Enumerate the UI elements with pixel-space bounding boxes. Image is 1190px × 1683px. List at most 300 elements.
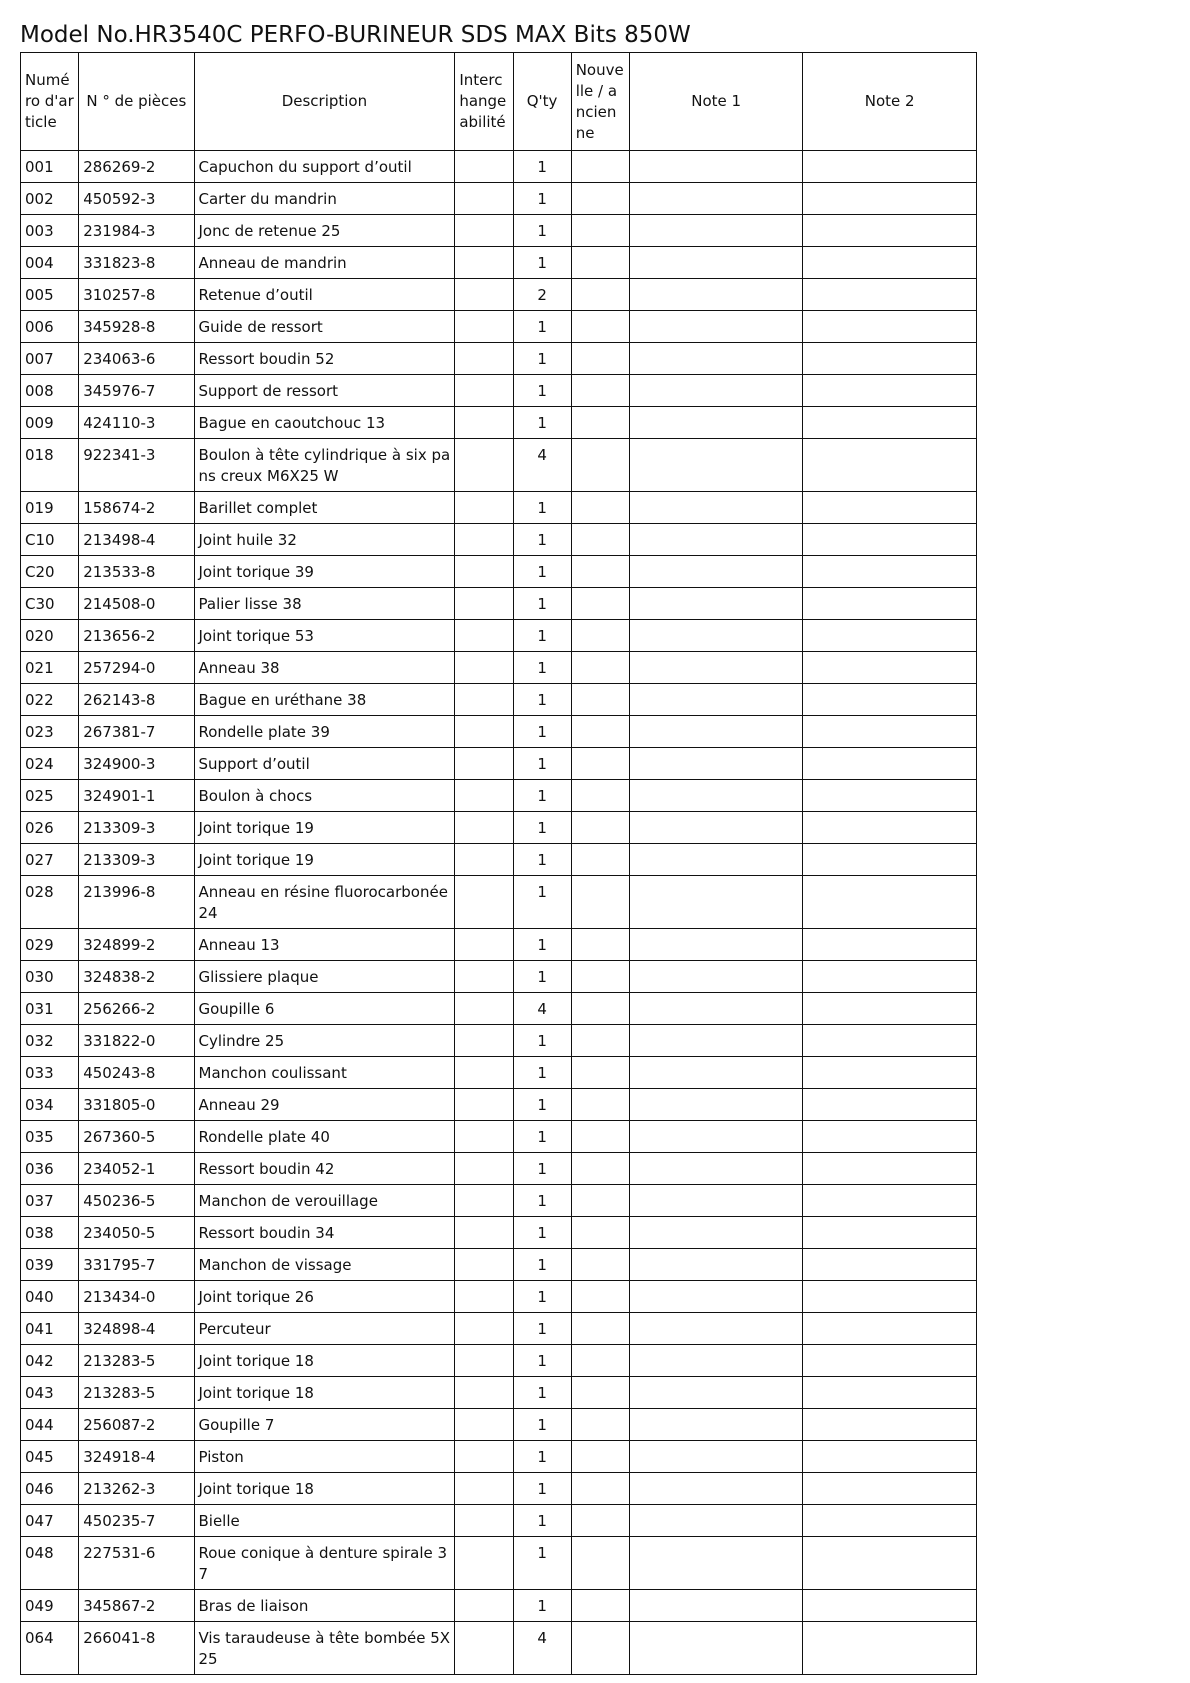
cell-quantity: 4 [513, 993, 571, 1025]
cell-note-1 [629, 1185, 803, 1217]
cell-note-1 [629, 876, 803, 929]
cell-description: Palier lisse 38 [194, 588, 455, 620]
cell-part-number: 214508-0 [79, 588, 194, 620]
cell-note-2 [803, 716, 977, 748]
cell-interchangeability [455, 748, 513, 780]
cell-note-2 [803, 492, 977, 524]
cell-part-number: 213262-3 [79, 1473, 194, 1505]
table-row [21, 684, 977, 716]
table-row [21, 343, 977, 375]
cell-interchangeability [455, 311, 513, 343]
cell-note-2 [803, 652, 977, 684]
table-row [21, 1345, 977, 1377]
cell-quantity: 2 [513, 279, 571, 311]
cell-quantity: 1 [513, 1345, 571, 1377]
cell-new-old [571, 1313, 629, 1345]
cell-item-number: 001 [21, 151, 79, 183]
header-item-number: Numéro d'article [21, 53, 79, 151]
cell-interchangeability [455, 780, 513, 812]
cell-quantity: 1 [513, 620, 571, 652]
cell-note-2 [803, 929, 977, 961]
table-row [21, 844, 977, 876]
cell-quantity: 1 [513, 1281, 571, 1313]
cell-interchangeability [455, 652, 513, 684]
cell-part-number: 158674-2 [79, 492, 194, 524]
cell-part-number: 331823-8 [79, 247, 194, 279]
cell-new-old [571, 844, 629, 876]
cell-part-number: 234050-5 [79, 1217, 194, 1249]
cell-description: Joint torique 39 [194, 556, 455, 588]
cell-part-number: 450592-3 [79, 183, 194, 215]
cell-note-2 [803, 620, 977, 652]
cell-interchangeability [455, 151, 513, 183]
cell-note-1 [629, 1377, 803, 1409]
cell-note-2 [803, 1281, 977, 1313]
header-note-1: Note 1 [629, 53, 803, 151]
cell-note-2 [803, 1121, 977, 1153]
cell-new-old [571, 1622, 629, 1675]
cell-description: Bielle [194, 1505, 455, 1537]
cell-interchangeability [455, 1281, 513, 1313]
cell-note-2 [803, 1249, 977, 1281]
cell-quantity: 1 [513, 1377, 571, 1409]
cell-interchangeability [455, 375, 513, 407]
cell-note-1 [629, 1281, 803, 1313]
cell-interchangeability [455, 588, 513, 620]
cell-note-1 [629, 620, 803, 652]
cell-part-number: 227531-6 [79, 1537, 194, 1590]
cell-note-1 [629, 1121, 803, 1153]
cell-item-number: 020 [21, 620, 79, 652]
cell-part-number: 324899-2 [79, 929, 194, 961]
cell-note-1 [629, 1473, 803, 1505]
cell-part-number: 345976-7 [79, 375, 194, 407]
cell-quantity: 1 [513, 215, 571, 247]
cell-interchangeability [455, 961, 513, 993]
cell-description: Carter du mandrin [194, 183, 455, 215]
cell-new-old [571, 279, 629, 311]
cell-note-1 [629, 524, 803, 556]
cell-new-old [571, 375, 629, 407]
cell-description: Glissiere plaque [194, 961, 455, 993]
cell-interchangeability [455, 1441, 513, 1473]
cell-description: Retenue d’outil [194, 279, 455, 311]
cell-item-number: C30 [21, 588, 79, 620]
table-row [21, 1590, 977, 1622]
table-row [21, 247, 977, 279]
header-description: Description [194, 53, 455, 151]
cell-new-old [571, 1089, 629, 1121]
cell-new-old [571, 1377, 629, 1409]
cell-part-number: 310257-8 [79, 279, 194, 311]
cell-note-2 [803, 844, 977, 876]
cell-interchangeability [455, 1185, 513, 1217]
cell-note-2 [803, 961, 977, 993]
cell-note-1 [629, 1057, 803, 1089]
cell-note-1 [629, 588, 803, 620]
cell-quantity: 1 [513, 1249, 571, 1281]
cell-item-number: C10 [21, 524, 79, 556]
cell-note-1 [629, 1409, 803, 1441]
cell-item-number: C20 [21, 556, 79, 588]
cell-new-old [571, 1345, 629, 1377]
cell-quantity: 1 [513, 652, 571, 684]
cell-note-1 [629, 652, 803, 684]
cell-interchangeability [455, 716, 513, 748]
cell-quantity: 1 [513, 1121, 571, 1153]
cell-note-2 [803, 215, 977, 247]
cell-description: Anneau 38 [194, 652, 455, 684]
cell-new-old [571, 961, 629, 993]
cell-description: Anneau de mandrin [194, 247, 455, 279]
cell-note-2 [803, 407, 977, 439]
cell-quantity: 1 [513, 1057, 571, 1089]
cell-new-old [571, 439, 629, 492]
table-row [21, 652, 977, 684]
cell-description: Joint torique 19 [194, 844, 455, 876]
cell-note-1 [629, 1153, 803, 1185]
cell-interchangeability [455, 620, 513, 652]
cell-new-old [571, 748, 629, 780]
cell-new-old [571, 1537, 629, 1590]
cell-interchangeability [455, 1057, 513, 1089]
cell-quantity: 1 [513, 375, 571, 407]
cell-interchangeability [455, 1377, 513, 1409]
cell-interchangeability [455, 1153, 513, 1185]
table-row [21, 439, 977, 492]
cell-item-number: 022 [21, 684, 79, 716]
cell-interchangeability [455, 247, 513, 279]
cell-new-old [571, 1505, 629, 1537]
table-row [21, 524, 977, 556]
table-row [21, 183, 977, 215]
cell-quantity: 1 [513, 876, 571, 929]
cell-new-old [571, 1025, 629, 1057]
table-row [21, 1057, 977, 1089]
cell-item-number: 038 [21, 1217, 79, 1249]
cell-note-2 [803, 812, 977, 844]
cell-quantity: 1 [513, 812, 571, 844]
cell-new-old [571, 780, 629, 812]
cell-note-2 [803, 1505, 977, 1537]
cell-item-number: 033 [21, 1057, 79, 1089]
cell-description: Joint torique 18 [194, 1473, 455, 1505]
cell-description: Capuchon du support d’outil [194, 151, 455, 183]
cell-interchangeability [455, 844, 513, 876]
cell-item-number: 025 [21, 780, 79, 812]
table-row [21, 492, 977, 524]
cell-new-old [571, 1281, 629, 1313]
cell-item-number: 023 [21, 716, 79, 748]
cell-item-number: 029 [21, 929, 79, 961]
cell-interchangeability [455, 407, 513, 439]
cell-description: Jonc de retenue 25 [194, 215, 455, 247]
cell-part-number: 213283-5 [79, 1377, 194, 1409]
cell-description: Joint torique 18 [194, 1377, 455, 1409]
cell-quantity: 1 [513, 1441, 571, 1473]
cell-note-2 [803, 1057, 977, 1089]
cell-note-2 [803, 1473, 977, 1505]
cell-new-old [571, 588, 629, 620]
cell-part-number: 324901-1 [79, 780, 194, 812]
cell-new-old [571, 876, 629, 929]
cell-new-old [571, 343, 629, 375]
cell-part-number: 213498-4 [79, 524, 194, 556]
cell-new-old [571, 1153, 629, 1185]
cell-part-number: 213283-5 [79, 1345, 194, 1377]
cell-note-1 [629, 844, 803, 876]
cell-interchangeability [455, 684, 513, 716]
cell-new-old [571, 1473, 629, 1505]
table-row [21, 1409, 977, 1441]
cell-item-number: 049 [21, 1590, 79, 1622]
cell-part-number: 234063-6 [79, 343, 194, 375]
cell-part-number: 450236-5 [79, 1185, 194, 1217]
cell-note-2 [803, 1441, 977, 1473]
header-note-2: Note 2 [803, 53, 977, 151]
cell-part-number: 324838-2 [79, 961, 194, 993]
cell-note-1 [629, 993, 803, 1025]
cell-part-number: 266041-8 [79, 1622, 194, 1675]
cell-part-number: 922341-3 [79, 439, 194, 492]
cell-note-1 [629, 183, 803, 215]
table-row [21, 876, 977, 929]
cell-part-number: 234052-1 [79, 1153, 194, 1185]
cell-item-number: 035 [21, 1121, 79, 1153]
table-row [21, 1537, 977, 1590]
cell-description: Manchon de verouillage [194, 1185, 455, 1217]
cell-quantity: 1 [513, 929, 571, 961]
cell-description: Anneau 29 [194, 1089, 455, 1121]
table-row [21, 556, 977, 588]
cell-interchangeability [455, 1217, 513, 1249]
cell-note-2 [803, 588, 977, 620]
cell-new-old [571, 929, 629, 961]
cell-item-number: 032 [21, 1025, 79, 1057]
cell-part-number: 213309-3 [79, 812, 194, 844]
cell-description: Joint torique 19 [194, 812, 455, 844]
cell-item-number: 031 [21, 993, 79, 1025]
cell-part-number: 262143-8 [79, 684, 194, 716]
cell-quantity: 1 [513, 247, 571, 279]
cell-interchangeability [455, 929, 513, 961]
table-row [21, 1217, 977, 1249]
cell-quantity: 1 [513, 343, 571, 375]
cell-item-number: 048 [21, 1537, 79, 1590]
table-row [21, 1313, 977, 1345]
cell-new-old [571, 407, 629, 439]
cell-note-2 [803, 993, 977, 1025]
cell-note-2 [803, 556, 977, 588]
cell-item-number: 005 [21, 279, 79, 311]
table-row [21, 1473, 977, 1505]
header-part-number: N ° de pièces [79, 53, 194, 151]
cell-part-number: 324898-4 [79, 1313, 194, 1345]
cell-item-number: 036 [21, 1153, 79, 1185]
cell-description: Cylindre 25 [194, 1025, 455, 1057]
cell-description: Vis taraudeuse à tête bombée 5X25 [194, 1622, 455, 1675]
cell-new-old [571, 311, 629, 343]
table-row [21, 1121, 977, 1153]
cell-note-2 [803, 1377, 977, 1409]
cell-new-old [571, 1185, 629, 1217]
table-row [21, 407, 977, 439]
table-row [21, 151, 977, 183]
table-row [21, 812, 977, 844]
cell-note-2 [803, 1217, 977, 1249]
table-row [21, 1025, 977, 1057]
table-row [21, 993, 977, 1025]
table-row [21, 215, 977, 247]
cell-new-old [571, 1409, 629, 1441]
cell-quantity: 1 [513, 1089, 571, 1121]
cell-new-old [571, 620, 629, 652]
cell-part-number: 256087-2 [79, 1409, 194, 1441]
cell-quantity: 1 [513, 588, 571, 620]
cell-note-2 [803, 1590, 977, 1622]
cell-item-number: 039 [21, 1249, 79, 1281]
cell-note-1 [629, 1025, 803, 1057]
table-row [21, 279, 977, 311]
table-row [21, 1441, 977, 1473]
cell-note-2 [803, 279, 977, 311]
cell-new-old [571, 183, 629, 215]
cell-quantity: 1 [513, 1505, 571, 1537]
cell-new-old [571, 524, 629, 556]
cell-note-2 [803, 183, 977, 215]
cell-interchangeability [455, 183, 513, 215]
table-row [21, 716, 977, 748]
cell-note-2 [803, 439, 977, 492]
cell-interchangeability [455, 1537, 513, 1590]
cell-interchangeability [455, 1622, 513, 1675]
cell-note-2 [803, 684, 977, 716]
table-row [21, 375, 977, 407]
cell-description: Piston [194, 1441, 455, 1473]
cell-quantity: 1 [513, 492, 571, 524]
cell-quantity: 1 [513, 151, 571, 183]
cell-note-1 [629, 1441, 803, 1473]
cell-item-number: 030 [21, 961, 79, 993]
cell-quantity: 1 [513, 780, 571, 812]
table-row [21, 311, 977, 343]
cell-item-number: 006 [21, 311, 79, 343]
table-row [21, 1281, 977, 1313]
cell-item-number: 027 [21, 844, 79, 876]
cell-note-1 [629, 1313, 803, 1345]
cell-note-2 [803, 1153, 977, 1185]
cell-note-2 [803, 780, 977, 812]
cell-note-1 [629, 684, 803, 716]
cell-description: Barillet complet [194, 492, 455, 524]
cell-quantity: 1 [513, 1217, 571, 1249]
cell-interchangeability [455, 1590, 513, 1622]
cell-note-1 [629, 1537, 803, 1590]
cell-description: Boulon à chocs [194, 780, 455, 812]
cell-description: Anneau en résine fluorocarbonée 24 [194, 876, 455, 929]
cell-interchangeability [455, 1121, 513, 1153]
table-row [21, 1622, 977, 1675]
cell-part-number: 424110-3 [79, 407, 194, 439]
cell-note-2 [803, 1313, 977, 1345]
cell-item-number: 046 [21, 1473, 79, 1505]
cell-part-number: 256266-2 [79, 993, 194, 1025]
cell-new-old [571, 1590, 629, 1622]
cell-new-old [571, 993, 629, 1025]
table-row [21, 748, 977, 780]
cell-part-number: 345867-2 [79, 1590, 194, 1622]
cell-quantity: 1 [513, 1153, 571, 1185]
cell-note-1 [629, 780, 803, 812]
cell-note-2 [803, 343, 977, 375]
cell-item-number: 009 [21, 407, 79, 439]
cell-note-1 [629, 961, 803, 993]
cell-note-2 [803, 247, 977, 279]
cell-note-1 [629, 1590, 803, 1622]
cell-item-number: 044 [21, 1409, 79, 1441]
cell-note-2 [803, 524, 977, 556]
cell-description: Goupille 6 [194, 993, 455, 1025]
cell-new-old [571, 652, 629, 684]
cell-description: Guide de ressort [194, 311, 455, 343]
page-title: Model No.HR3540C PERFO-BURINEUR SDS MAX Bits 850W [20, 22, 691, 48]
cell-interchangeability [455, 1505, 513, 1537]
cell-description: Ressort boudin 52 [194, 343, 455, 375]
cell-item-number: 021 [21, 652, 79, 684]
table-row [21, 1153, 977, 1185]
cell-quantity: 1 [513, 716, 571, 748]
cell-note-2 [803, 375, 977, 407]
table-row [21, 1505, 977, 1537]
cell-quantity: 1 [513, 961, 571, 993]
header-quantity: Q'ty [513, 53, 571, 151]
table-header-row [21, 53, 977, 151]
cell-note-1 [629, 929, 803, 961]
cell-quantity: 1 [513, 748, 571, 780]
cell-interchangeability [455, 279, 513, 311]
cell-item-number: 026 [21, 812, 79, 844]
cell-new-old [571, 492, 629, 524]
cell-note-1 [629, 375, 803, 407]
cell-new-old [571, 247, 629, 279]
cell-interchangeability [455, 439, 513, 492]
cell-interchangeability [455, 1025, 513, 1057]
cell-new-old [571, 1217, 629, 1249]
cell-quantity: 1 [513, 1409, 571, 1441]
cell-new-old [571, 1121, 629, 1153]
cell-note-1 [629, 1622, 803, 1675]
parts-table [20, 52, 977, 1675]
cell-description: Bague en caoutchouc 13 [194, 407, 455, 439]
cell-item-number: 018 [21, 439, 79, 492]
cell-description: Percuteur [194, 1313, 455, 1345]
cell-part-number: 324918-4 [79, 1441, 194, 1473]
cell-item-number: 008 [21, 375, 79, 407]
cell-new-old [571, 215, 629, 247]
cell-item-number: 040 [21, 1281, 79, 1313]
cell-note-2 [803, 1622, 977, 1675]
cell-item-number: 045 [21, 1441, 79, 1473]
cell-interchangeability [455, 524, 513, 556]
table-row [21, 1377, 977, 1409]
cell-item-number: 037 [21, 1185, 79, 1217]
cell-part-number: 267381-7 [79, 716, 194, 748]
cell-quantity: 1 [513, 524, 571, 556]
cell-description: Anneau 13 [194, 929, 455, 961]
cell-note-2 [803, 1089, 977, 1121]
cell-note-2 [803, 311, 977, 343]
cell-note-2 [803, 151, 977, 183]
